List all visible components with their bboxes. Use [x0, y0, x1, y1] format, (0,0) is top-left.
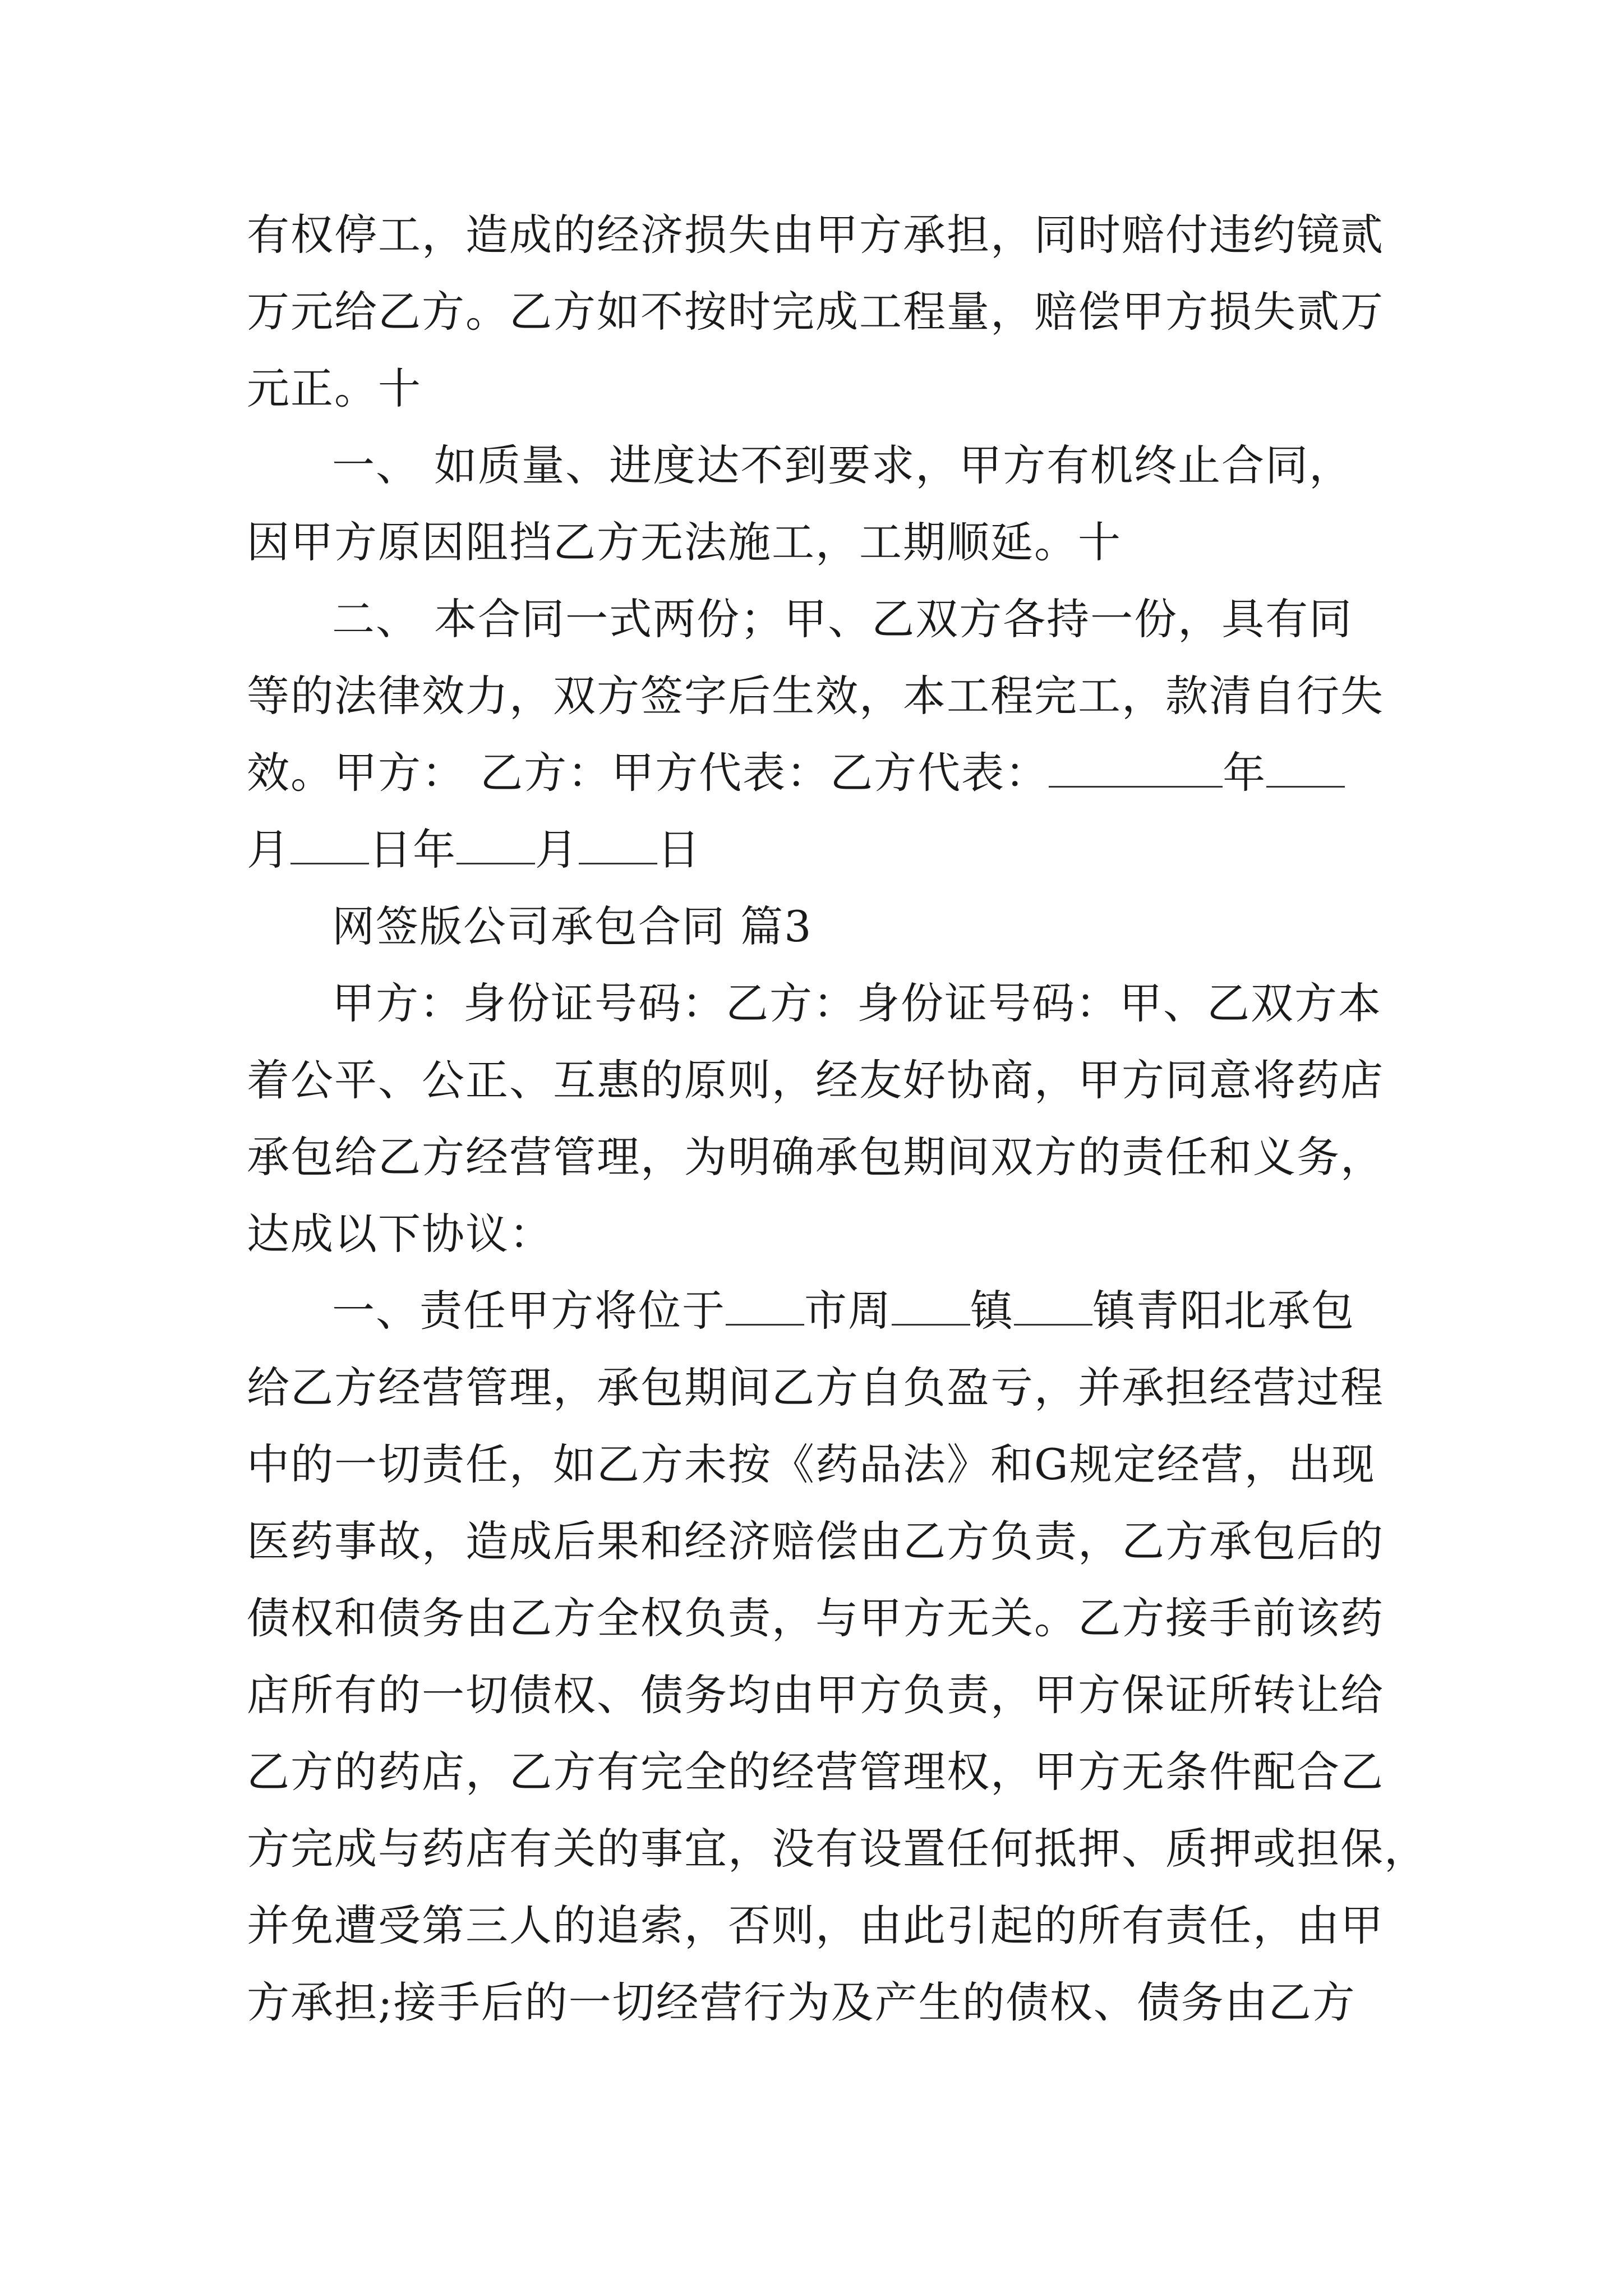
blank-field	[1014, 1277, 1092, 1326]
text-line: 乙方的药店，乙方有完全的经营管理权，甲方无条件配合乙	[247, 1747, 1384, 1797]
blank-field	[291, 816, 369, 864]
text-line: 中的一切责任，如乙方未按《药品法》和G规定经营，出现	[247, 1439, 1376, 1489]
clause-text: 镇	[970, 1286, 1014, 1336]
text-line: 达成以下协议：	[247, 1209, 553, 1259]
clause-line	[247, 1272, 1391, 1349]
text-line: 方承担;接手后的一切经营行为及产生的债权、债务由乙方	[247, 1977, 1356, 2027]
text-line: 万元给乙方。乙方如不按时完成工程量，赔偿甲方损失贰万	[247, 287, 1384, 337]
text-line: 等的法律效力，双方签字后生效，本工程完工，款清自行失	[247, 671, 1384, 721]
text-line: 甲方：身份证号码：乙方：身份证号码：甲、乙双方本	[332, 978, 1382, 1028]
blank-field	[1049, 739, 1223, 788]
text-line: 给乙方经营管理，承包期间乙方自负盈亏，并承担经营过程	[247, 1363, 1384, 1412]
document-body	[247, 196, 1428, 2041]
blank-field	[457, 816, 535, 864]
signature-line	[247, 734, 1391, 811]
section-heading: 网签版公司承包合同 篇3	[332, 901, 813, 951]
text-line: 债权和债务由乙方全权负责，与甲方无关。乙方接手前该药	[247, 1593, 1384, 1643]
clause-text: 镇青阳北承包	[1092, 1286, 1355, 1336]
signature-labels: 效。甲方： 乙方：甲方代表：乙方代表：	[247, 748, 1049, 798]
blank-field	[1266, 739, 1345, 788]
blank-field	[892, 1277, 970, 1326]
text-line: 有权停工，造成的经济损失由甲方承担，同时赔付违约镜贰	[247, 210, 1384, 260]
text-line: 承包给乙方经营管理，为明确承包期间双方的责任和义务，	[247, 1132, 1384, 1182]
text-line: 方完成与药店有关的事宜，没有设置任何抵押、质押或担保，	[247, 1824, 1428, 1874]
year-label: 年	[1223, 748, 1267, 798]
day-year-label: 日年	[369, 825, 457, 875]
text-line: 二、 本合同一式两份；甲、乙双方各持一份，具有同	[332, 594, 1353, 644]
date-line	[247, 811, 1391, 888]
text-line: 并免遭受第三人的追索，否则，由此引起的所有责任，由甲	[247, 1901, 1384, 1950]
text-line: 一、 如质量、进度达不到要求，甲方有机终止合同，	[332, 440, 1353, 490]
month-label: 月	[247, 825, 291, 875]
text-line: 医药事故，造成后果和经济赔偿由乙方负责，乙方承包后的	[247, 1516, 1384, 1566]
clause-text: 一、责任甲方将位于	[332, 1286, 726, 1336]
text-line: 因甲方原因阻挡乙方无法施工，工期顺延。十	[247, 517, 1122, 567]
clause-text: 市周	[804, 1286, 892, 1336]
text-line: 元正。十	[247, 364, 422, 413]
text-line: 着公平、公正、互惠的原则，经友好协商，甲方同意将药店	[247, 1055, 1384, 1105]
month-label: 月	[535, 825, 579, 875]
blank-field	[726, 1277, 804, 1326]
day-label: 日	[657, 825, 701, 875]
text-line: 店所有的一切债权、债务均由甲方负责，甲方保证所转让给	[247, 1670, 1384, 1720]
blank-field	[579, 816, 657, 864]
